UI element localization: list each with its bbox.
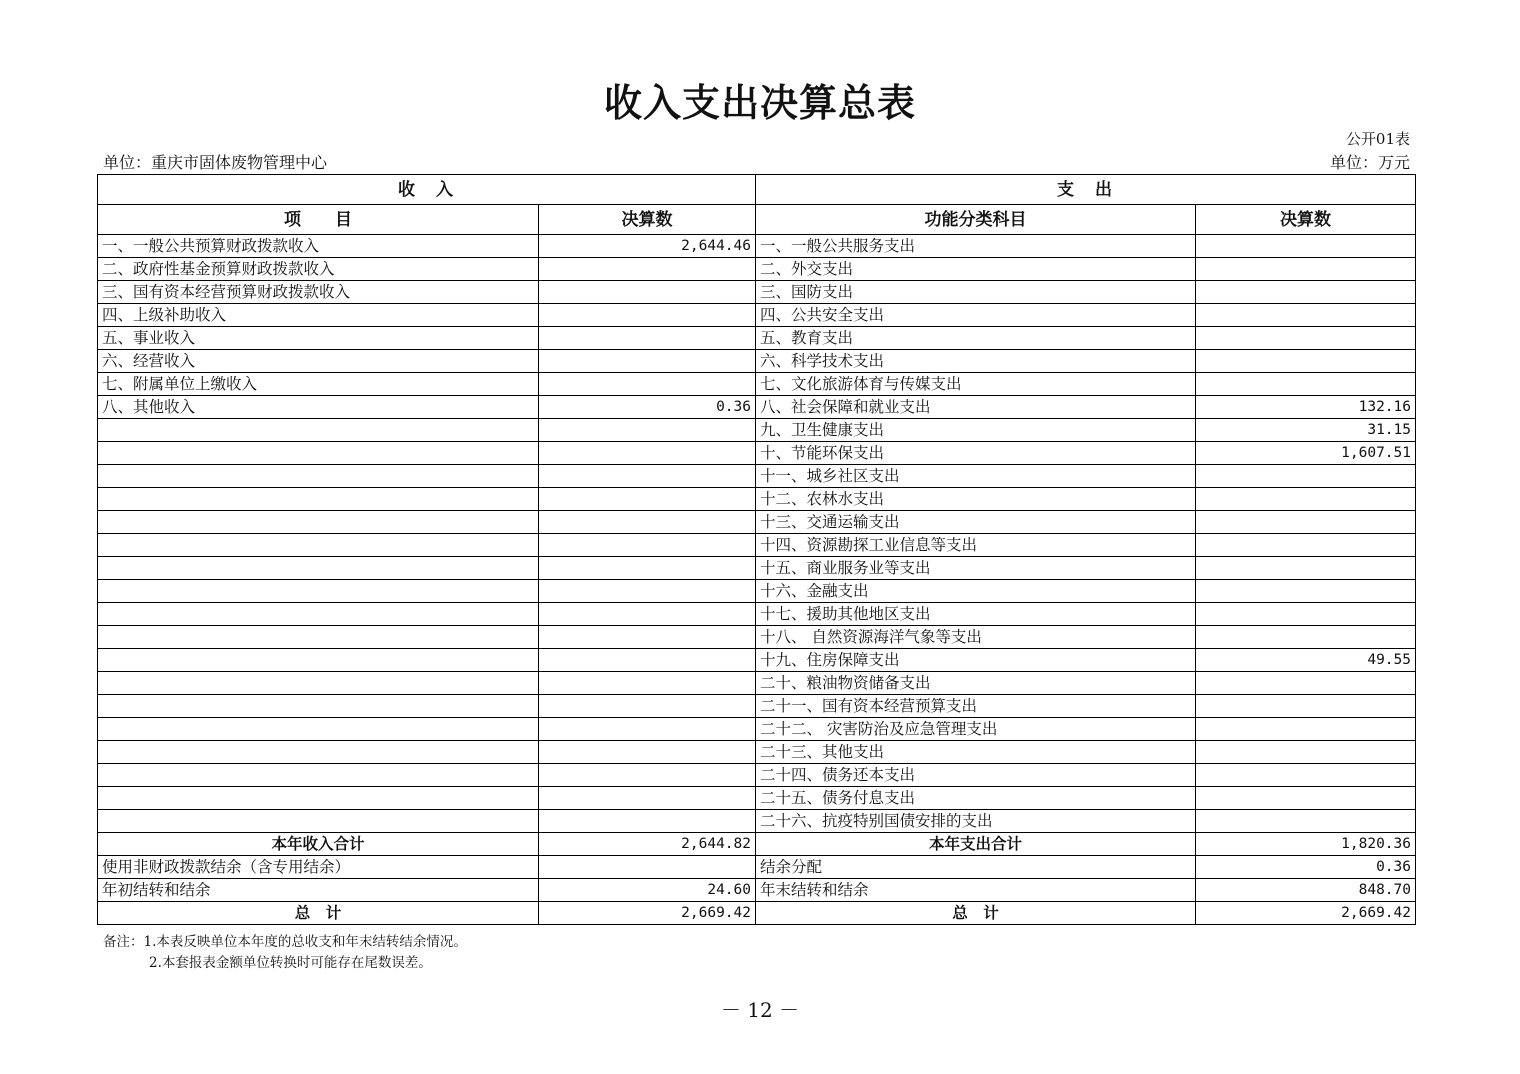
table-row	[98, 396, 1416, 419]
grand-total-value-right: 2,669.42	[1196, 902, 1416, 925]
grand-total-label-right: 总 计	[756, 902, 1196, 925]
expense-item-cell: 九、卫生健康支出	[756, 419, 1196, 442]
expense-item-cell: 十、节能环保支出	[756, 442, 1196, 465]
income-value-cell	[539, 281, 756, 304]
non-fiscal-value	[539, 856, 756, 879]
income-value-cell	[539, 764, 756, 787]
non-fiscal-label: 使用非财政拨款结余（含专用结余）	[98, 856, 539, 879]
expense-item-cell: 一、一般公共服务支出	[756, 235, 1196, 258]
income-value-cell	[539, 557, 756, 580]
table-row	[98, 281, 1416, 304]
income-value-cell: 2,644.46	[539, 235, 756, 258]
year-total-row	[98, 833, 1416, 856]
income-item-cell	[98, 465, 539, 488]
income-item-cell	[98, 695, 539, 718]
expense-item-cell: 十九、住房保障支出	[756, 649, 1196, 672]
table-row	[98, 557, 1416, 580]
expense-value-cell	[1196, 741, 1416, 764]
page-title: 收入支出决算总表	[603, 81, 916, 125]
income-value-cell	[539, 465, 756, 488]
expense-value-cell	[1196, 373, 1416, 396]
expense-value-cell	[1196, 787, 1416, 810]
expense-item-cell: 二十六、抗疫特别国债安排的支出	[756, 810, 1196, 833]
income-item-cell	[98, 603, 539, 626]
expense-total-label: 本年支出合计	[756, 833, 1196, 856]
income-item-cell	[98, 626, 539, 649]
table-row	[98, 695, 1416, 718]
income-item-cell	[98, 534, 539, 557]
income-value-cell	[539, 718, 756, 741]
income-expense-table	[97, 174, 1416, 925]
surplus-alloc-value: 0.36	[1196, 856, 1416, 879]
grand-total-value-left: 2,669.42	[539, 902, 756, 925]
income-value-cell	[539, 304, 756, 327]
table-row	[98, 718, 1416, 741]
income-item-cell	[98, 488, 539, 511]
table-row	[98, 534, 1416, 557]
expense-item-cell: 二十、粮油物资储备支出	[756, 672, 1196, 695]
expense-value-cell: 1,607.51	[1196, 442, 1416, 465]
expense-total-value: 1,820.36	[1196, 833, 1416, 856]
table-row	[98, 442, 1416, 465]
amount-column-header: 决算数	[539, 205, 756, 235]
table-row	[98, 626, 1416, 649]
income-value-cell	[539, 488, 756, 511]
income-item-cell: 五、事业收入	[98, 327, 539, 350]
income-value-cell	[539, 442, 756, 465]
expense-item-cell: 八、社会保障和就业支出	[756, 396, 1196, 419]
expense-item-cell: 十八、 自然资源海洋气象等支出	[756, 626, 1196, 649]
table-body	[98, 235, 1416, 925]
func-category-column-header: 功能分类科目	[756, 205, 1196, 235]
expense-value-cell	[1196, 534, 1416, 557]
income-item-cell: 三、国有资本经营预算财政拨款收入	[98, 281, 539, 304]
table-row	[98, 672, 1416, 695]
table-row	[98, 741, 1416, 764]
income-value-cell	[539, 511, 756, 534]
table-row	[98, 304, 1416, 327]
income-item-cell: 二、政府性基金预算财政拨款收入	[98, 258, 539, 281]
expense-section-header: 支 出	[756, 175, 1416, 205]
income-item-cell: 四、上级补助收入	[98, 304, 539, 327]
expense-value-cell	[1196, 557, 1416, 580]
table-row	[98, 603, 1416, 626]
income-value-cell	[539, 373, 756, 396]
income-item-cell: 八、其他收入	[98, 396, 539, 419]
table-row	[98, 373, 1416, 396]
table-row	[98, 235, 1416, 258]
unit-currency: 单位：万元	[1329, 153, 1410, 172]
income-value-cell	[539, 258, 756, 281]
income-section-header: 收 入	[98, 175, 756, 205]
income-item-cell	[98, 419, 539, 442]
income-value-cell	[539, 672, 756, 695]
income-total-label: 本年收入合计	[98, 833, 539, 856]
income-item-cell: 一、一般公共预算财政拨款收入	[98, 235, 539, 258]
income-item-cell: 七、附属单位上缴收入	[98, 373, 539, 396]
expense-item-cell: 十六、金融支出	[756, 580, 1196, 603]
income-value-cell	[539, 419, 756, 442]
income-value-cell	[539, 787, 756, 810]
expense-item-cell: 二、外交支出	[756, 258, 1196, 281]
table-row	[98, 511, 1416, 534]
income-value-cell	[539, 649, 756, 672]
expense-value-cell	[1196, 350, 1416, 373]
expense-item-cell: 七、文化旅游体育与传媒支出	[756, 373, 1196, 396]
begin-balance-label: 年初结转和结余	[98, 879, 539, 902]
income-value-cell	[539, 695, 756, 718]
table-row	[98, 649, 1416, 672]
income-value-cell	[539, 603, 756, 626]
income-value-cell: 0.36	[539, 396, 756, 419]
end-balance-value: 848.70	[1196, 879, 1416, 902]
income-value-cell	[539, 327, 756, 350]
amount2-column-header: 决算数	[1196, 205, 1416, 235]
income-item-cell	[98, 787, 539, 810]
expense-item-cell: 二十五、债务付息支出	[756, 787, 1196, 810]
item-column-header: 项 目	[98, 205, 539, 235]
income-item-cell	[98, 810, 539, 833]
table-row	[98, 419, 1416, 442]
expense-value-cell	[1196, 258, 1416, 281]
table-row	[98, 350, 1416, 373]
expense-value-cell	[1196, 488, 1416, 511]
header-row-sections	[98, 175, 1416, 205]
table-row	[98, 580, 1416, 603]
expense-value-cell	[1196, 695, 1416, 718]
expense-value-cell	[1196, 580, 1416, 603]
expense-item-cell: 十四、资源勘探工业信息等支出	[756, 534, 1196, 557]
income-item-cell	[98, 718, 539, 741]
expense-value-cell	[1196, 810, 1416, 833]
income-value-cell	[539, 534, 756, 557]
income-item-cell: 六、经营收入	[98, 350, 539, 373]
expense-value-cell	[1196, 281, 1416, 304]
income-item-cell	[98, 741, 539, 764]
expense-item-cell: 六、科学技术支出	[756, 350, 1196, 373]
note-line-2: 2.本套报表金额单位转换时可能存在尾数误差。	[149, 955, 432, 971]
grand-total-row	[98, 902, 1416, 925]
income-value-cell	[539, 626, 756, 649]
expense-value-cell	[1196, 672, 1416, 695]
income-item-cell	[98, 442, 539, 465]
expense-item-cell: 四、公共安全支出	[756, 304, 1196, 327]
table-number: 公开01表	[1345, 130, 1410, 148]
income-item-cell	[98, 557, 539, 580]
non-fiscal-row	[98, 856, 1416, 879]
unit-organization: 单位：重庆市固体废物管理中心	[103, 153, 328, 172]
surplus-alloc-label: 结余分配	[756, 856, 1196, 879]
notes	[103, 932, 467, 974]
expense-item-cell: 三、国防支出	[756, 281, 1196, 304]
income-total-value: 2,644.82	[539, 833, 756, 856]
income-value-cell	[539, 350, 756, 373]
expense-value-cell: 49.55	[1196, 649, 1416, 672]
income-item-cell	[98, 511, 539, 534]
income-item-cell	[98, 649, 539, 672]
expense-value-cell	[1196, 626, 1416, 649]
expense-value-cell	[1196, 465, 1416, 488]
expense-item-cell: 十七、援助其他地区支出	[756, 603, 1196, 626]
income-item-cell	[98, 764, 539, 787]
expense-value-cell	[1196, 511, 1416, 534]
expense-value-cell: 31.15	[1196, 419, 1416, 442]
grand-total-label-left: 总 计	[98, 902, 539, 925]
balance-row	[98, 879, 1416, 902]
expense-item-cell: 二十三、其他支出	[756, 741, 1196, 764]
expense-item-cell: 二十一、国有资本经营预算支出	[756, 695, 1196, 718]
expense-value-cell	[1196, 327, 1416, 350]
expense-value-cell	[1196, 235, 1416, 258]
expense-value-cell	[1196, 764, 1416, 787]
expense-item-cell: 十一、城乡社区支出	[756, 465, 1196, 488]
income-value-cell	[539, 741, 756, 764]
table-row	[98, 258, 1416, 281]
table-row	[98, 810, 1416, 833]
table-row	[98, 327, 1416, 350]
income-item-cell	[98, 580, 539, 603]
income-value-cell	[539, 810, 756, 833]
income-item-cell	[98, 672, 539, 695]
page-number: － 12 －	[720, 998, 800, 1022]
expense-value-cell	[1196, 304, 1416, 327]
end-balance-label: 年末结转和结余	[756, 879, 1196, 902]
expense-item-cell: 十二、农林水支出	[756, 488, 1196, 511]
table-row	[98, 465, 1416, 488]
table-row	[98, 787, 1416, 810]
expense-item-cell: 十三、交通运输支出	[756, 511, 1196, 534]
expense-value-cell	[1196, 603, 1416, 626]
income-value-cell	[539, 580, 756, 603]
begin-balance-value: 24.60	[539, 879, 756, 902]
expense-item-cell: 五、教育支出	[756, 327, 1196, 350]
expense-item-cell: 二十四、债务还本支出	[756, 764, 1196, 787]
header-row-columns	[98, 205, 1416, 235]
expense-value-cell	[1196, 718, 1416, 741]
expense-value-cell: 132.16	[1196, 396, 1416, 419]
note-line-1: 备注：1.本表反映单位本年度的总收支和年末结转结余情况。	[103, 934, 467, 950]
expense-item-cell: 十五、商业服务业等支出	[756, 557, 1196, 580]
expense-item-cell: 二十二、 灾害防治及应急管理支出	[756, 718, 1196, 741]
table-row	[98, 764, 1416, 787]
table-row	[98, 488, 1416, 511]
